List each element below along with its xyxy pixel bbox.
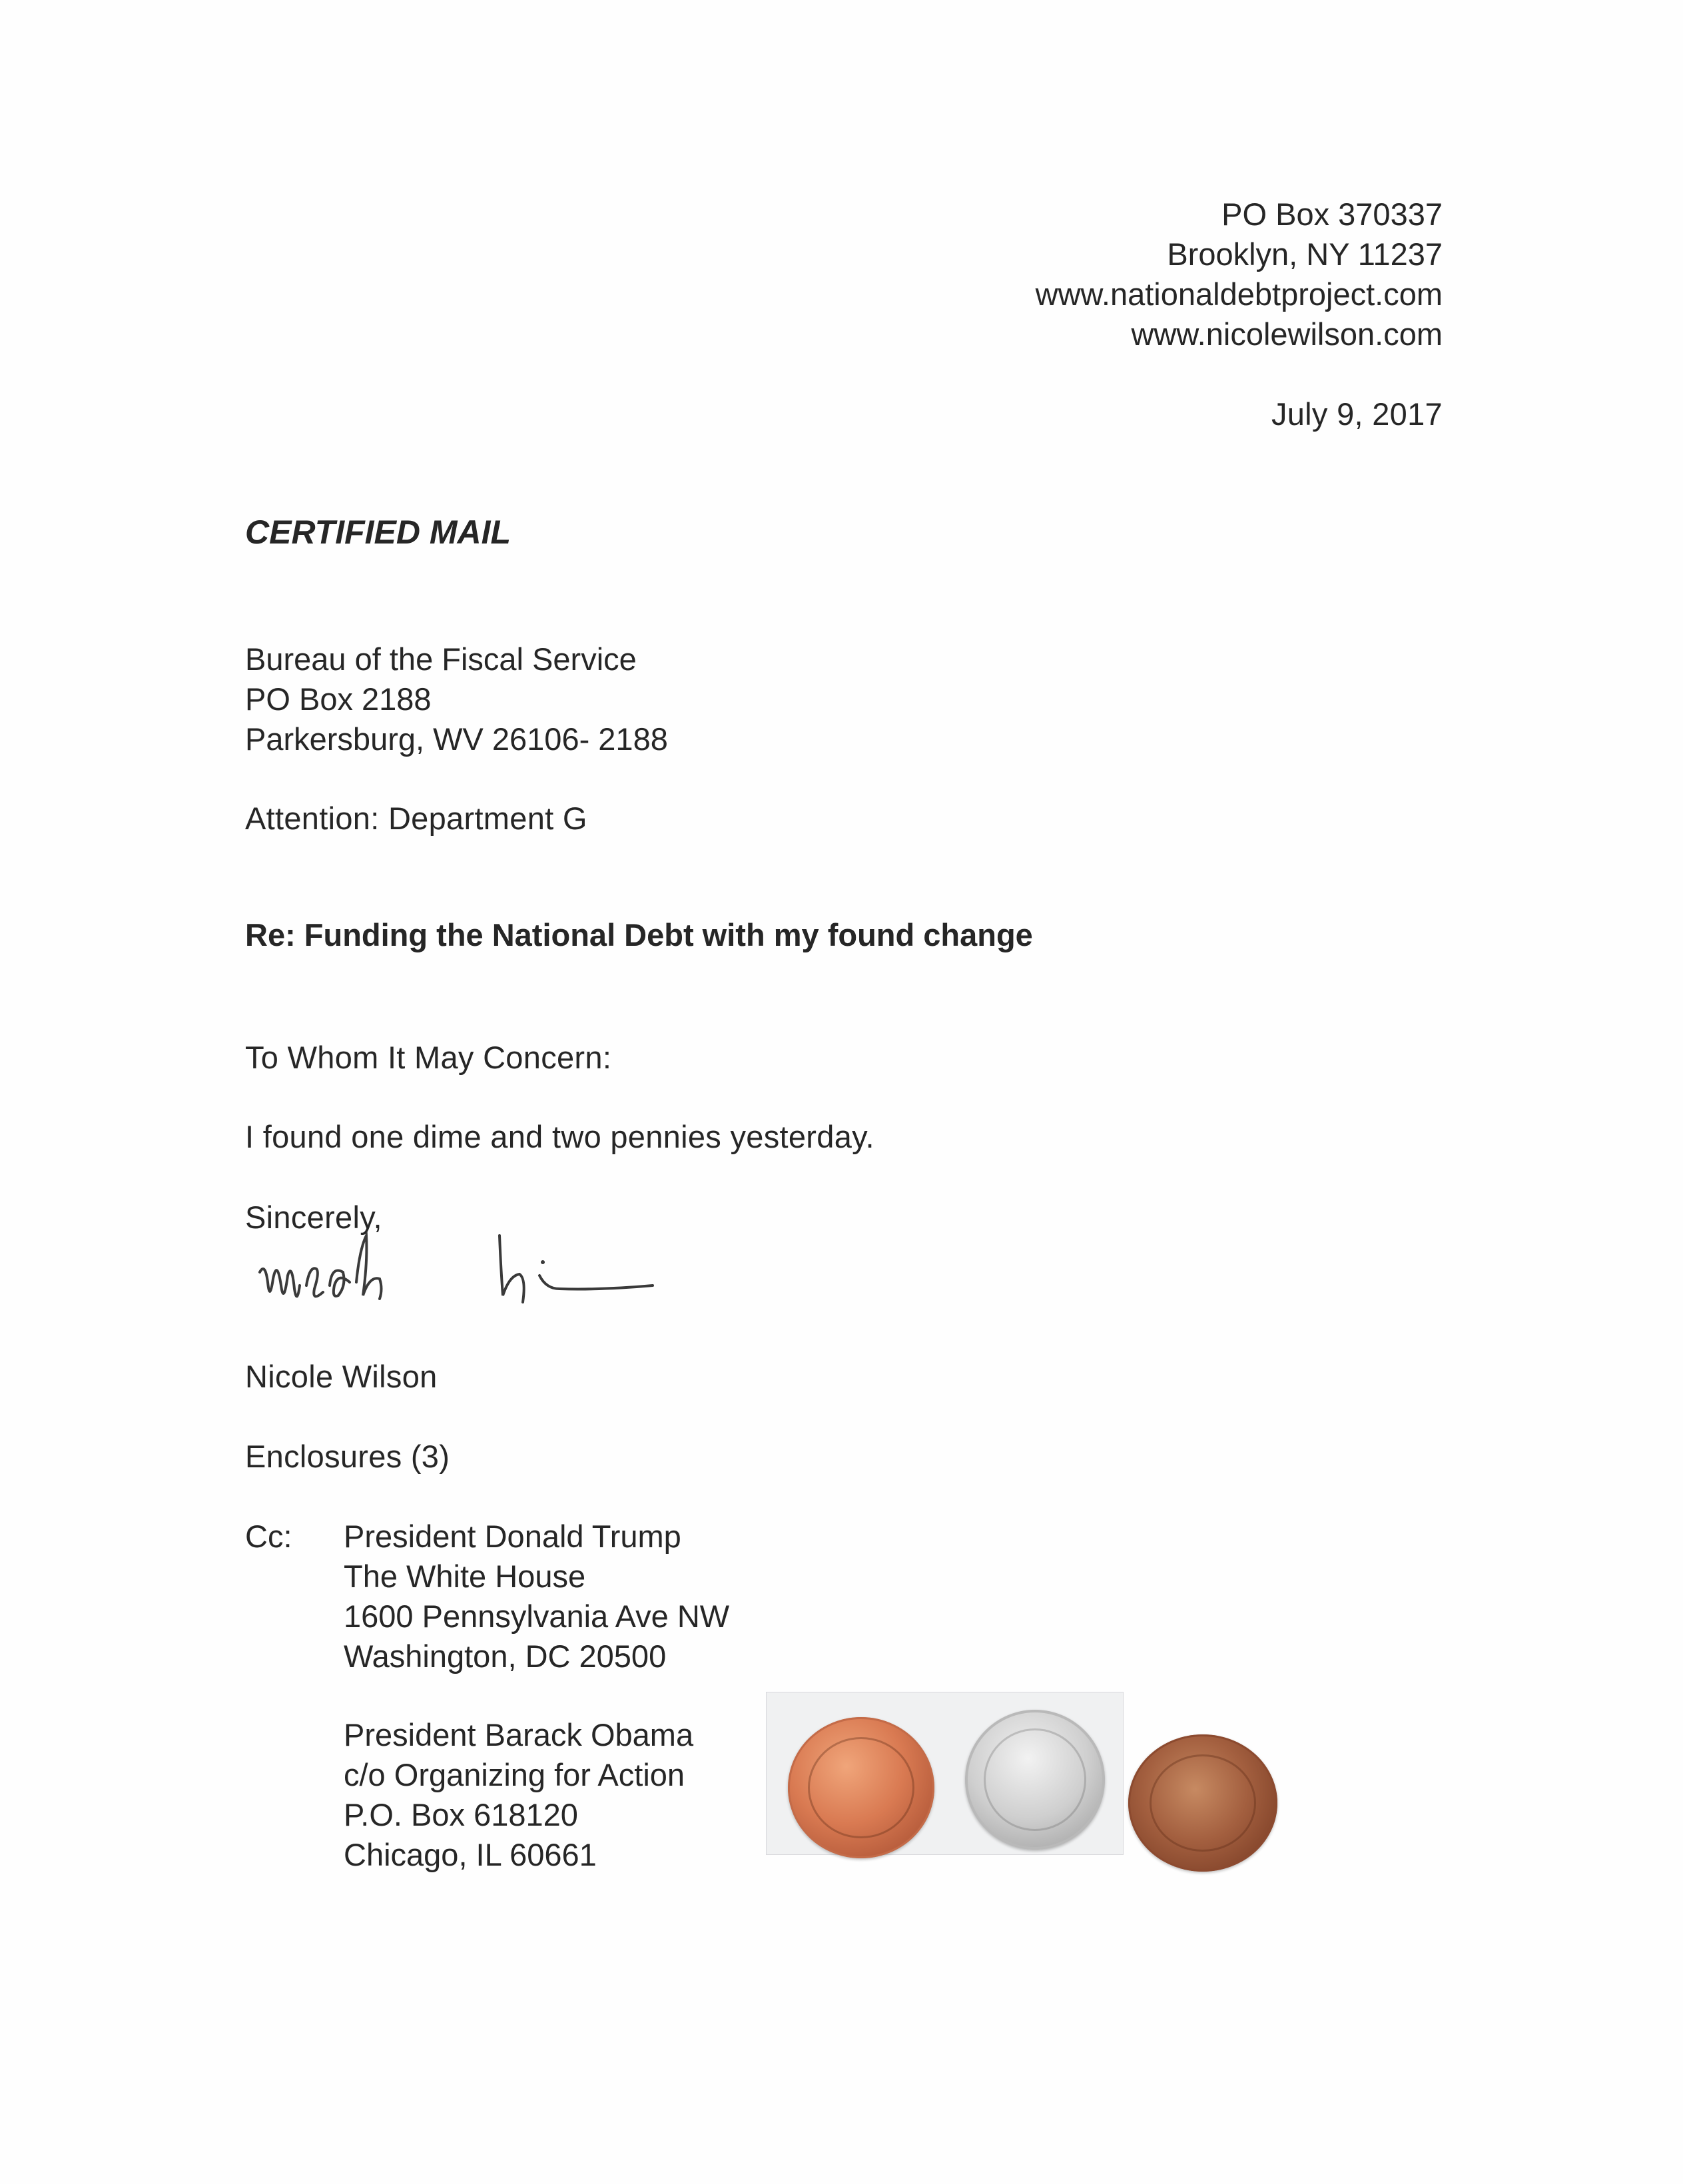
letter-body: I found one dime and two pennies yesterday.: [245, 1119, 874, 1154]
sender-address: [1036, 194, 1443, 354]
cc-recipient-line1: The White House: [344, 1559, 586, 1594]
penny-portrait-detail: [1150, 1754, 1256, 1852]
handwritten-signature: [253, 1222, 666, 1335]
cc-recipient-line3: Washington, DC 20500: [344, 1638, 667, 1674]
dime-portrait-detail: [984, 1728, 1086, 1831]
penny-shield-detail: [808, 1737, 914, 1838]
signer-name: Nicole Wilson: [245, 1359, 438, 1394]
cc-recipient-line3: Chicago, IL 60661: [344, 1837, 597, 1872]
cc-recipient-trump: [344, 1517, 729, 1676]
certified-mail-heading: CERTIFIED MAIL: [245, 514, 511, 551]
penny-coin: [788, 1717, 934, 1858]
sender-address-line2: Brooklyn, NY 11237: [1167, 236, 1443, 272]
attention-line: Attention: Department G: [245, 801, 587, 836]
cc-recipient-obama: [344, 1715, 693, 1875]
penny-coin: [1128, 1734, 1277, 1872]
cc-recipient-name: President Barack Obama: [344, 1717, 694, 1752]
sender-website-2: www.nicolewilson.com: [1131, 316, 1443, 352]
cc-recipient-line2: 1600 Pennsylvania Ave NW: [344, 1599, 730, 1634]
sender-address-line1: PO Box 370337: [1221, 196, 1443, 232]
sender-website-1: www.nationaldebtproject.com: [1035, 276, 1443, 312]
cc-recipient-name: President Donald Trump: [344, 1519, 681, 1554]
enclosures-note: Enclosures (3): [245, 1439, 450, 1474]
dime-coin: [965, 1710, 1105, 1850]
recipient-address-line2: Parkersburg, WV 26106- 2188: [245, 721, 668, 757]
letter-date: July 9, 2017: [1271, 396, 1443, 432]
recipient-address: [245, 639, 668, 759]
cc-recipient-line1: c/o Organizing for Action: [344, 1757, 685, 1792]
recipient-address-line1: PO Box 2188: [245, 681, 432, 717]
cc-recipient-line2: P.O. Box 618120: [344, 1797, 578, 1832]
salutation: To Whom It May Concern:: [245, 1040, 612, 1075]
closing: Sincerely,: [245, 1200, 382, 1235]
subject-line: Re: Funding the National Debt with my found change: [245, 917, 1033, 952]
cc-label: Cc:: [245, 1519, 292, 1554]
recipient-name: Bureau of the Fiscal Service: [245, 641, 637, 677]
